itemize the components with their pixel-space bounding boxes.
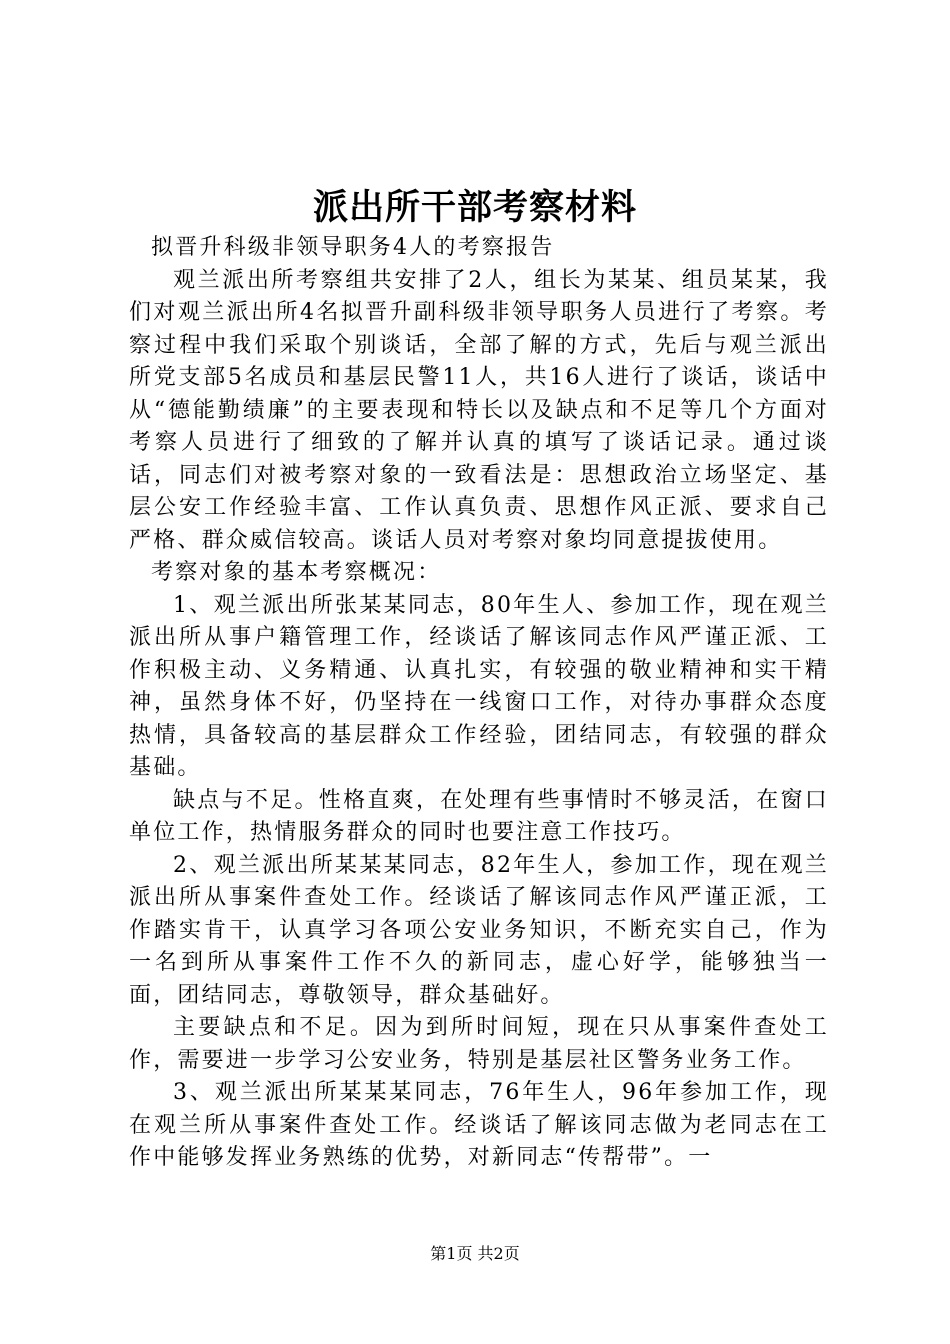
paragraph-candidate-1: 1、观兰派出所张某某同志，80年生人、参加工作，现在观兰派出所从事户籍管理工作，经谈话了解该同志作风严谨正派、工作积极主动、义务精通、认真扎实，有较强的敬业精神和实干精神，虽然身体不好，仍坚持在一线窗口工作，对待办事群众态度热情，具备较高的基层群众工作经验，团结同志，有较强的群众基础。 <box>129 592 829 780</box>
document-title: 派出所干部考察材料 <box>312 187 637 228</box>
paragraph-candidate-3: 3、观兰派出所某某某同志，76年生人，96年参加工作，现在观兰所从事案件查处工作。经谈话了解该同志做为老同志在工作中能够发挥业务熟练的优势，对新同志“传帮带”。一 <box>129 1080 829 1170</box>
document-body <box>129 232 829 1175</box>
paragraph-candidate-2: 2、观兰派出所某某某同志，82年生人，参加工作，现在观兰派出所从事案件查处工作。经谈话了解该同志作风严谨正派，工作踏实肯干，认真学习各项公安业务知识，不断充实自己，作为一名到所从事案件工作不久的新同志，虚心好学，能够独当一面，团结同志，尊敬领导，群众基础好。 <box>129 852 829 1008</box>
report-subtitle: 拟晋升科级非领导职务4人的考察报告 <box>151 235 555 260</box>
paragraph-candidate-1-weakness: 缺点与不足。性格直爽，在处理有些事情时不够灵活，在窗口单位工作，热情服务群众的同时也要注意工作技巧。 <box>129 787 829 845</box>
paragraph-overview-heading: 考察对象的基本考察概况： <box>151 560 442 585</box>
paragraph-candidate-2-weakness: 主要缺点和不足。因为到所时间短，现在只从事案件查处工作，需要进一步学习公安业务，特别是基层社区警务业务工作。 <box>129 1015 829 1073</box>
page-number-footer: 第1页 共2页 <box>430 1244 520 1263</box>
paragraph-intro: 观兰派出所考察组共安排了2人，组长为某某、组员某某，我们对观兰派出所4名拟晋升副科级非领导职务人员进行了考察。考察过程中我们采取个别谈话，全部了解的方式，先后与观兰派出所党支部5名成员和基层民警11人，共16人进行了谈话，谈话中从“德能勤绩廉”的主要表现和特长以及缺点和不足等几个方面对考察人员进行了细致的了解并认真的填写了谈话记录。通过谈话，同志们对被考察对象的一致看法是：思想政治立场坚定、基层公安工作经验丰富、工作认真负责、思想作风正派、要求自己严格、群众威信较高。谈话人员对考察对象均同意提拔使用。 <box>129 267 829 553</box>
